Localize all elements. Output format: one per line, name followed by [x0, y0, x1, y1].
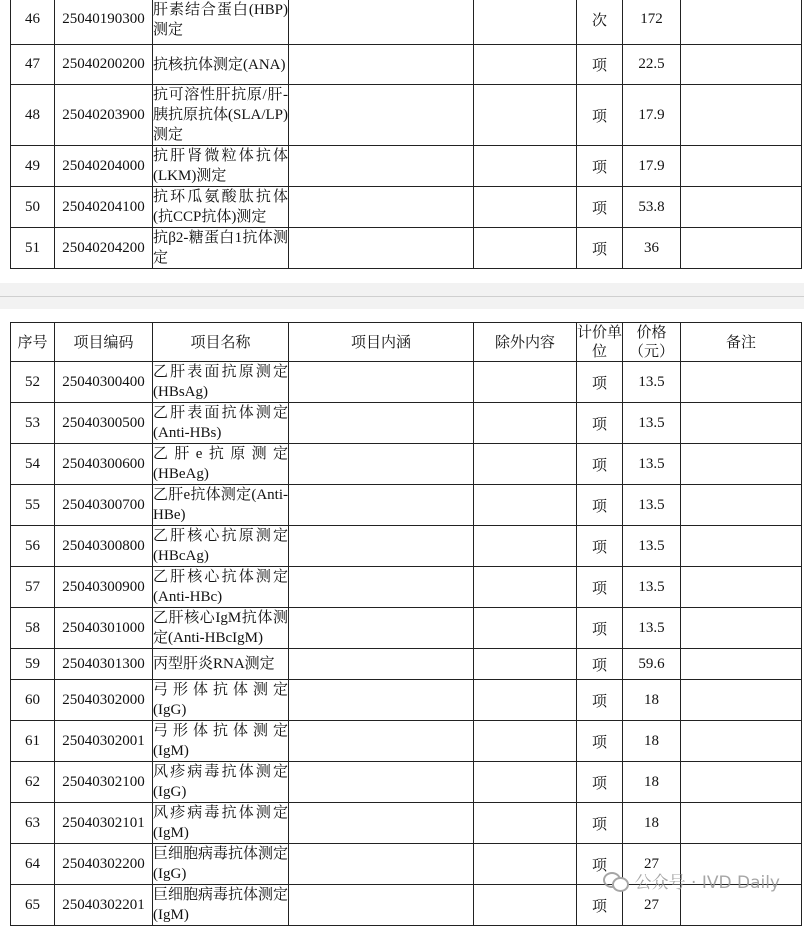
header-code: 项目编码	[55, 323, 153, 362]
item-code: 25040302000	[55, 680, 153, 721]
item-remark	[681, 762, 802, 803]
item-content	[289, 187, 474, 228]
item-excluded	[474, 649, 577, 680]
item-excluded	[474, 403, 577, 444]
item-excluded	[474, 362, 577, 403]
item-content	[289, 721, 474, 762]
item-name: 乙肝核心抗体测定(Anti-HBc)	[153, 567, 289, 608]
item-remark	[681, 721, 802, 762]
item-remark	[681, 485, 802, 526]
pricing-unit: 项	[577, 762, 623, 803]
item-price: 18	[623, 803, 681, 844]
item-excluded	[474, 485, 577, 526]
pricing-unit: 项	[577, 721, 623, 762]
header-price: 价格（元）	[623, 323, 681, 362]
row-number: 51	[11, 228, 55, 269]
item-code: 25040204100	[55, 187, 153, 228]
row-number: 57	[11, 567, 55, 608]
item-excluded	[474, 85, 577, 146]
table-row	[11, 146, 802, 187]
item-content	[289, 680, 474, 721]
pricing-unit: 项	[577, 187, 623, 228]
item-excluded	[474, 721, 577, 762]
table-row	[11, 187, 802, 228]
item-name: 乙肝表面抗原测定(HBsAg)	[153, 362, 289, 403]
item-price: 59.6	[623, 649, 681, 680]
item-name: 风疹病毒抗体测定(IgM)	[153, 803, 289, 844]
item-remark	[681, 146, 802, 187]
item-name: 抗β2-糖蛋白1抗体测定	[153, 228, 289, 269]
item-price: 13.5	[623, 526, 681, 567]
item-code: 25040300600	[55, 444, 153, 485]
item-name: 乙肝e抗原测定(HBeAg)	[153, 444, 289, 485]
item-price: 13.5	[623, 444, 681, 485]
item-price: 53.8	[623, 187, 681, 228]
item-remark	[681, 187, 802, 228]
item-name: 风疹病毒抗体测定(IgG)	[153, 762, 289, 803]
item-remark	[681, 403, 802, 444]
row-number: 54	[11, 444, 55, 485]
item-excluded	[474, 187, 577, 228]
item-excluded	[474, 803, 577, 844]
item-excluded	[474, 762, 577, 803]
item-price: 17.9	[623, 146, 681, 187]
item-name: 巨细胞病毒抗体测定(IgM)	[153, 885, 289, 926]
item-excluded	[474, 45, 577, 85]
item-name: 乙肝e抗体测定(Anti-HBe)	[153, 485, 289, 526]
item-excluded	[474, 844, 577, 885]
table-row	[11, 680, 802, 721]
item-name: 乙肝表面抗体测定(Anti-HBs)	[153, 403, 289, 444]
header-unit: 计价单位	[577, 323, 623, 360]
item-remark	[681, 649, 802, 680]
pricing-unit: 项	[577, 680, 623, 721]
row-number: 52	[11, 362, 55, 403]
item-price: 13.5	[623, 608, 681, 649]
watermark	[603, 868, 780, 893]
item-content	[289, 526, 474, 567]
item-code: 25040302100	[55, 762, 153, 803]
item-remark	[681, 680, 802, 721]
row-number: 50	[11, 187, 55, 228]
row-number: 61	[11, 721, 55, 762]
item-price: 22.5	[623, 45, 681, 85]
item-content	[289, 567, 474, 608]
item-code: 25040200200	[55, 45, 153, 85]
pricing-unit: 项	[577, 844, 623, 885]
item-price: 13.5	[623, 485, 681, 526]
item-remark	[681, 444, 802, 485]
wechat-icon	[603, 870, 629, 892]
row-number: 58	[11, 608, 55, 649]
item-remark	[681, 526, 802, 567]
item-price: 27	[623, 885, 681, 926]
row-number: 60	[11, 680, 55, 721]
item-excluded	[474, 228, 577, 269]
item-price: 13.5	[623, 362, 681, 403]
item-name: 抗核抗体测定(ANA)	[153, 45, 289, 85]
pricing-unit: 项	[577, 885, 623, 926]
item-name: 肝素结合蛋白(HBP)测定	[153, 0, 289, 45]
item-name: 乙肝核心抗原测定(HBcAg)	[153, 526, 289, 567]
item-name: 弓形体抗体测定(IgM)	[153, 721, 289, 762]
item-name: 抗环瓜氨酸肽抗体(抗CCP抗体)测定	[153, 187, 289, 228]
pricing-unit: 项	[577, 803, 623, 844]
item-remark	[681, 0, 802, 45]
item-code: 25040302200	[55, 844, 153, 885]
item-name: 弓形体抗体测定(IgG)	[153, 680, 289, 721]
item-excluded	[474, 608, 577, 649]
table-row	[11, 85, 802, 146]
item-name: 抗可溶性肝抗原/肝-胰抗原抗体(SLA/LP)测定	[153, 85, 289, 146]
item-content	[289, 803, 474, 844]
item-price: 13.5	[623, 403, 681, 444]
header-no: 序号	[11, 323, 55, 362]
item-content	[289, 885, 474, 926]
table-row	[11, 45, 802, 85]
item-excluded	[474, 444, 577, 485]
row-number: 46	[11, 0, 55, 45]
pricing-unit: 项	[577, 45, 623, 85]
pricing-unit: 项	[577, 85, 623, 146]
item-name: 抗肝肾微粒体抗体(LKM)测定	[153, 146, 289, 187]
row-number: 64	[11, 844, 55, 885]
table-row	[11, 762, 802, 803]
item-content	[289, 362, 474, 403]
item-price: 13.5	[623, 567, 681, 608]
item-remark	[681, 45, 802, 85]
row-number: 62	[11, 762, 55, 803]
table-row	[11, 649, 802, 680]
pricing-unit: 项	[577, 228, 623, 269]
item-content	[289, 228, 474, 269]
row-number: 48	[11, 85, 55, 146]
item-price: 27	[623, 844, 681, 885]
pricing-unit: 项	[577, 444, 623, 485]
item-price: 17.9	[623, 85, 681, 146]
item-content	[289, 444, 474, 485]
item-price: 18	[623, 721, 681, 762]
header-name: 项目名称	[153, 323, 289, 362]
item-code: 25040302201	[55, 885, 153, 926]
item-name: 巨细胞病毒抗体测定(IgG)	[153, 844, 289, 885]
item-content	[289, 45, 474, 85]
item-content	[289, 146, 474, 187]
pricing-unit: 项	[577, 649, 623, 680]
item-name: 丙型肝炎RNA测定	[153, 649, 289, 680]
item-name: 乙肝核心IgM抗体测定(Anti-HBcIgM)	[153, 608, 289, 649]
item-excluded	[474, 146, 577, 187]
row-number: 56	[11, 526, 55, 567]
row-number: 49	[11, 146, 55, 187]
table-row	[11, 228, 802, 269]
table-row	[11, 803, 802, 844]
item-content	[289, 608, 474, 649]
item-content	[289, 844, 474, 885]
item-excluded	[474, 885, 577, 926]
item-content	[289, 762, 474, 803]
item-price: 18	[623, 762, 681, 803]
item-remark	[681, 608, 802, 649]
row-number: 53	[11, 403, 55, 444]
page-divider	[0, 296, 804, 297]
item-code: 25040300900	[55, 567, 153, 608]
item-code: 25040203900	[55, 85, 153, 146]
item-remark	[681, 85, 802, 146]
pricing-unit: 项	[577, 526, 623, 567]
pricing-unit: 项	[577, 146, 623, 187]
pricing-unit: 项	[577, 485, 623, 526]
table-row	[11, 444, 802, 485]
row-number: 59	[11, 649, 55, 680]
item-code: 25040300800	[55, 526, 153, 567]
pricing-unit: 项	[577, 567, 623, 608]
item-excluded	[474, 0, 577, 45]
item-code: 25040302101	[55, 803, 153, 844]
item-content	[289, 649, 474, 680]
item-code: 25040204200	[55, 228, 153, 269]
item-code: 25040302001	[55, 721, 153, 762]
row-number: 47	[11, 45, 55, 85]
item-code: 25040301300	[55, 649, 153, 680]
row-number: 63	[11, 803, 55, 844]
table-row	[11, 567, 802, 608]
item-content	[289, 485, 474, 526]
item-remark	[681, 567, 802, 608]
pricing-unit: 次	[577, 0, 623, 45]
row-number: 65	[11, 885, 55, 926]
table-row	[11, 362, 802, 403]
item-code: 25040204000	[55, 146, 153, 187]
item-price: 18	[623, 680, 681, 721]
item-code: 25040300700	[55, 485, 153, 526]
pricing-unit: 项	[577, 362, 623, 403]
item-remark	[681, 803, 802, 844]
item-content	[289, 403, 474, 444]
table-row	[11, 526, 802, 567]
table-row	[11, 0, 802, 45]
price-table-bottom	[10, 322, 802, 926]
item-code: 25040300500	[55, 403, 153, 444]
table-row	[11, 403, 802, 444]
item-remark	[681, 228, 802, 269]
item-price: 36	[623, 228, 681, 269]
table-header-row	[11, 323, 802, 362]
item-code: 25040190300	[55, 0, 153, 45]
header-content: 项目内涵	[289, 323, 474, 362]
price-table-top	[10, 0, 802, 269]
item-content	[289, 85, 474, 146]
pricing-unit: 项	[577, 608, 623, 649]
item-remark	[681, 362, 802, 403]
item-excluded	[474, 680, 577, 721]
table-row	[11, 721, 802, 762]
header-remark: 备注	[681, 323, 802, 362]
row-number: 55	[11, 485, 55, 526]
table-row	[11, 608, 802, 649]
item-price: 172	[623, 0, 681, 45]
item-excluded	[474, 526, 577, 567]
item-content	[289, 0, 474, 45]
header-excluded: 除外内容	[474, 323, 577, 362]
pricing-unit: 项	[577, 403, 623, 444]
item-code: 25040301000	[55, 608, 153, 649]
watermark-text: 公众号 · IVD Daily	[634, 873, 780, 893]
table-row	[11, 485, 802, 526]
item-code: 25040300400	[55, 362, 153, 403]
item-excluded	[474, 567, 577, 608]
